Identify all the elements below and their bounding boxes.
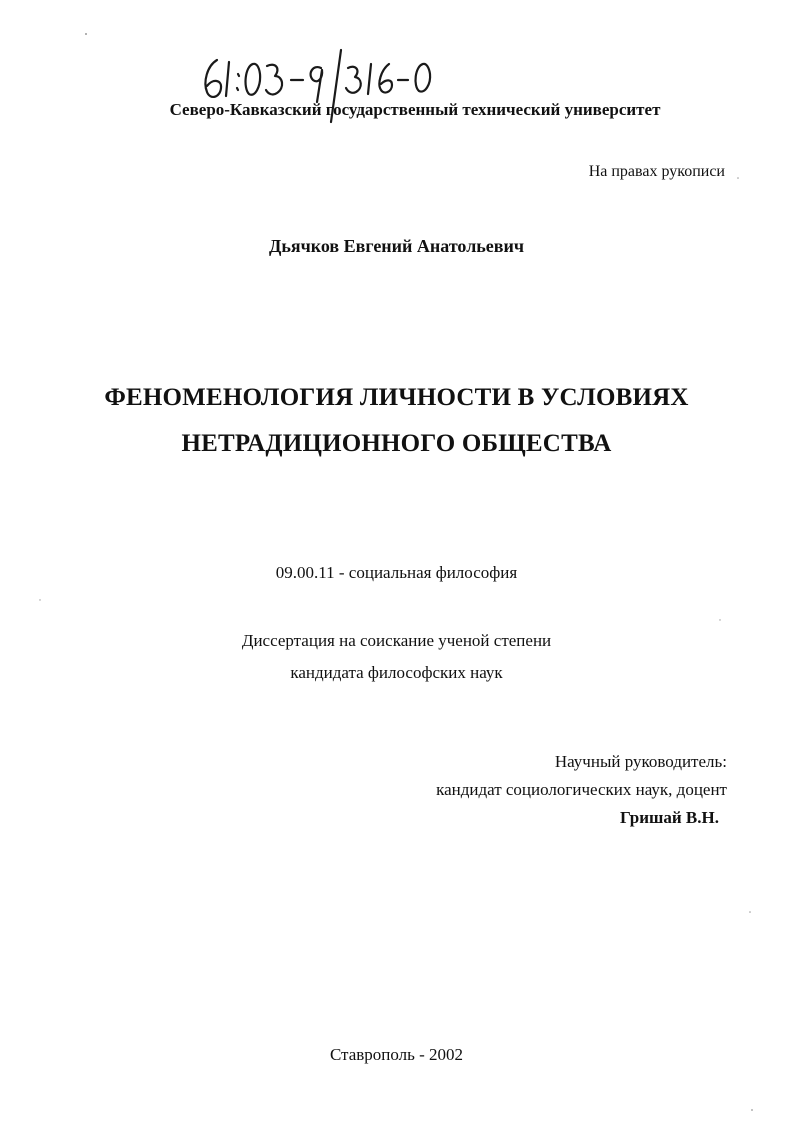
supervisor-title: кандидат социологических наук, доцент — [436, 780, 727, 799]
supervisor-name: Гришай В.Н. — [620, 808, 719, 827]
degree-statement-line-2: кандидата философских наук — [290, 663, 503, 682]
dissertation-title-line-2: НЕТРАДИЦИОННОГО ОБЩЕСТВА — [181, 430, 612, 457]
specialty-code: 09.00.11 - социальная философия — [275, 563, 518, 582]
city-year: Ставрополь - 2002 — [329, 1045, 464, 1064]
supervisor-block — [436, 752, 727, 828]
institution-name: Северо-Кавказский государственный технический университет — [169, 100, 661, 119]
supervisor-label: Научный руководитель: — [554, 752, 727, 771]
author-name: Дьячков Евгений Анатольевич — [268, 236, 525, 256]
manuscript-note: На правах рукописи — [588, 163, 725, 180]
degree-statement-line-1: Диссертация на соискание ученой степени — [241, 631, 552, 650]
dissertation-title-line-1: ФЕНОМЕНОЛОГИЯ ЛИЧНОСТИ В УСЛОВИЯХ — [104, 384, 689, 411]
